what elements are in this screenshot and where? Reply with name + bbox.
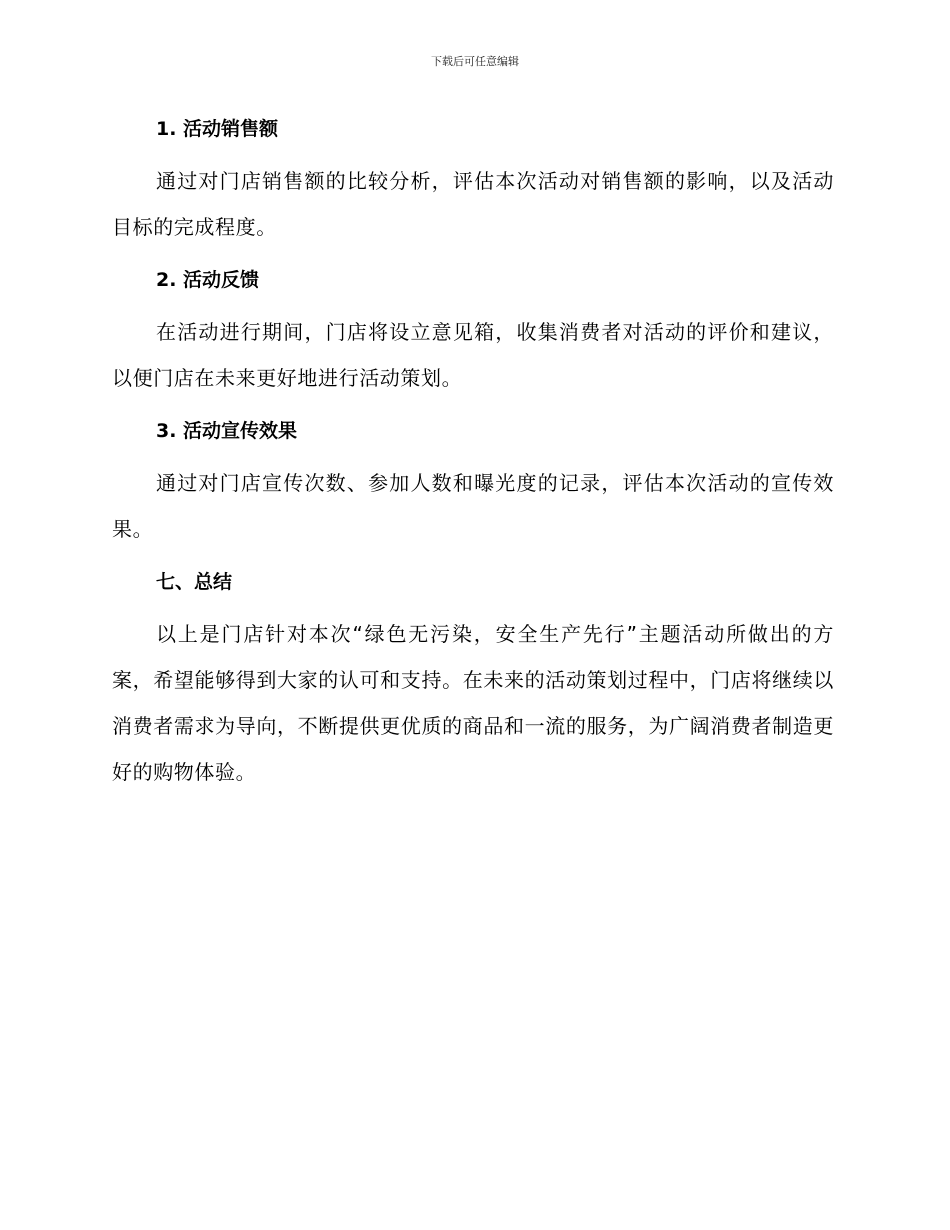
spacer [112, 401, 834, 414]
spacer [112, 552, 834, 565]
document-body [112, 112, 834, 795]
section-paragraph-sales: 通过对门店销售额的比较分析，评估本次活动对销售额的影响，以及活动目标的完成程度。 [112, 169, 834, 239]
section-heading-summary: 七、总结 [156, 571, 233, 593]
page-header-note: 下载后可任意编辑 [431, 55, 519, 68]
section-heading-feedback: 2. 活动反馈 [156, 269, 260, 291]
section-heading-promotion: 3. 活动宣传效果 [156, 420, 298, 442]
section-heading-sales: 1. 活动销售额 [156, 118, 279, 140]
spacer [112, 599, 834, 611]
spacer [112, 146, 834, 158]
spacer [112, 448, 834, 460]
section-paragraph-promotion: 通过对门店宣传次数、参加人数和曝光度的记录，评估本次活动的宣传效果。 [112, 471, 834, 541]
spacer [112, 297, 834, 309]
section-paragraph-summary: 以上是门店针对本次“绿色无污染，安全生产先行”主题活动所做出的方案，希望能够得到大家的认可和支持。在未来的活动策划过程中，门店将继续以消费者需求为导向，不断提供更优质的商品和一流的服务，为广阔消费者制造更好的购物体验。 [112, 622, 834, 784]
section-paragraph-feedback: 在活动进行期间，门店将设立意见箱，收集消费者对活动的评价和建议，以便门店在未来更好地进行活动策划。 [112, 320, 834, 390]
spacer [112, 250, 834, 263]
